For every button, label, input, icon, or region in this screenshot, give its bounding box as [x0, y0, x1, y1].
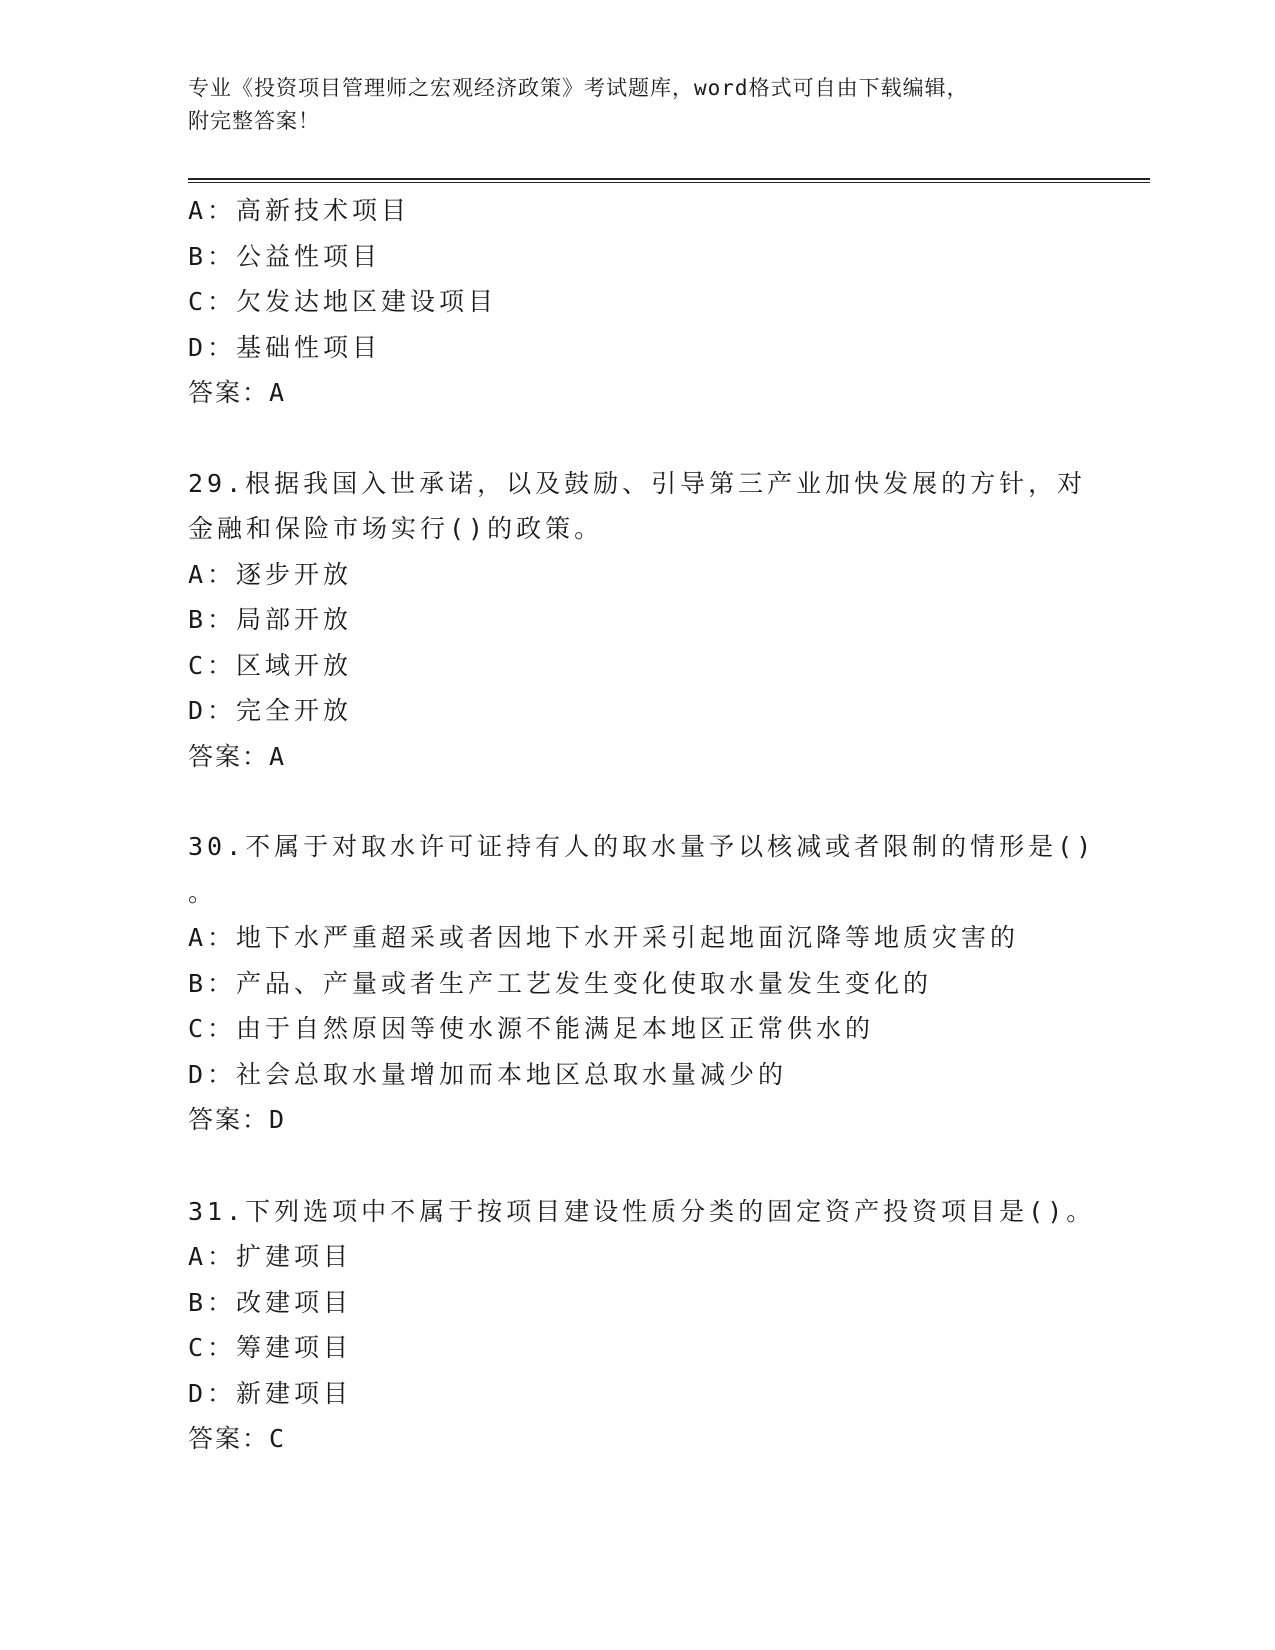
answer-value: C: [269, 1424, 287, 1453]
question-stem: 29.根据我国入世承诺，以及鼓励、引导第三产业加快发展的方针，对: [188, 468, 1087, 498]
answer-label: 答案：: [188, 1424, 270, 1453]
option-a: A：地下水严重超采或者因地下水开采引起地面沉降等地质灾害的: [188, 923, 1020, 952]
question-28: [188, 188, 1150, 416]
document-header: [188, 72, 1088, 138]
question-29: [188, 461, 1150, 780]
answer-line: [188, 370, 1150, 416]
answer-label: 答案：: [188, 741, 270, 771]
answer-line: [188, 734, 1150, 780]
question-stem: 30.不属于对取水许可证持有人的取水量予以核减或者限制的情形是(): [188, 832, 1096, 861]
question-30: [188, 824, 1150, 1143]
option-c: C：欠发达地区建设项目: [188, 287, 498, 316]
option-d: D：基础性项目: [188, 332, 382, 362]
question-stem: 31.下列选项中不属于按项目建设性质分类的固定资产投资项目是()。: [188, 1196, 1096, 1226]
option-c: C：由于自然原因等使水源不能满足本地区正常供水的: [188, 1014, 875, 1043]
question-stem-continued: 。: [188, 877, 218, 907]
option-a: A：高新技术项目: [188, 196, 411, 225]
question-list: [188, 188, 1150, 1462]
option-b: B：公益性项目: [188, 241, 382, 271]
answer-value: D: [269, 1105, 287, 1134]
question-stem-continued: 金融和保险市场实行()的政策。: [188, 514, 604, 543]
answer-value: A: [269, 741, 287, 771]
answer-line: [188, 1097, 1150, 1143]
option-c: C：区域开放: [188, 650, 353, 680]
option-d: D：完全开放: [188, 696, 353, 725]
option-d: D：社会总取水量增加而本地区总取水量减少的: [188, 1059, 788, 1089]
header-line-1: 专业《投资项目管理师之宏观经济政策》考试题库，word格式可自由下载编辑，: [188, 76, 969, 100]
answer-value: A: [269, 378, 287, 407]
answer-label: 答案：: [188, 1105, 270, 1134]
option-b: B：改建项目: [188, 1287, 353, 1317]
option-a: A：扩建项目: [188, 1242, 353, 1271]
option-c: C：筹建项目: [188, 1333, 353, 1362]
option-b: B：产品、产量或者生产工艺发生变化使取水量发生变化的: [188, 968, 933, 998]
question-31: [188, 1189, 1150, 1462]
header-line-2: 附完整答案！: [188, 109, 320, 133]
header-divider: [188, 178, 1150, 183]
option-a: A：逐步开放: [188, 559, 353, 589]
option-d: D：新建项目: [188, 1378, 353, 1408]
answer-line: [188, 1416, 1150, 1462]
option-b: B：局部开放: [188, 605, 353, 634]
answer-label: 答案：: [188, 378, 270, 407]
